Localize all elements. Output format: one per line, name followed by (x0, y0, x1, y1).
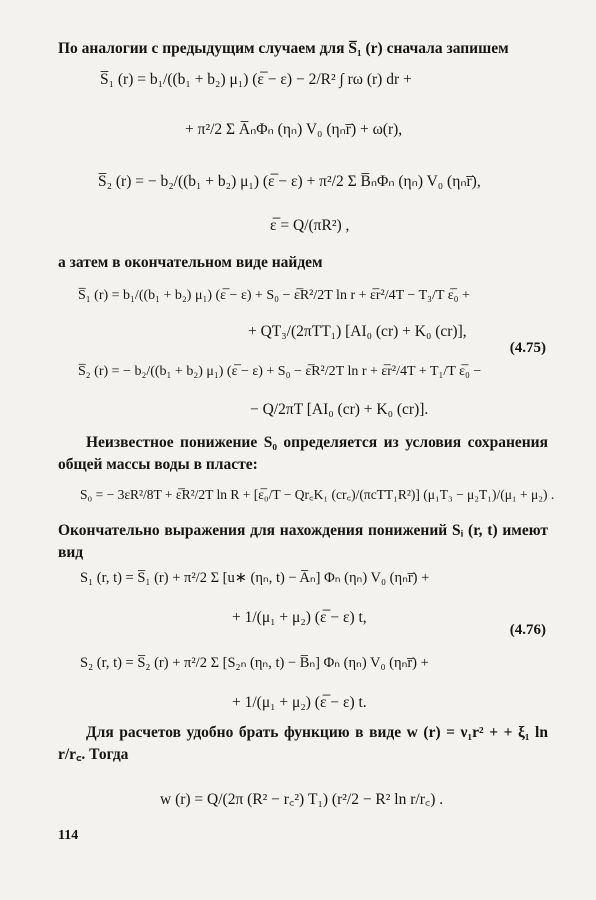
equation-s1-bar: S̅₁ (r) = b₁/((b₁ + b₂) μ₁) (ε̅ − ε) − 2/R² ∫ rω (r) dr + (100, 71, 412, 88)
equation-number-4-75: (4.75) (509, 340, 546, 356)
equation-s1-rt-cont: + 1/(μ₁ + μ₂) (ε̅ − ε) t, (232, 609, 367, 626)
paragraph-intro: По аналогии с предыдущим случаем для S̅₁ (r) сначала запишем (58, 40, 509, 57)
equation-s2-final-cont: − Q/2πT [AI₀ (cr) + K₀ (cr)]. (250, 401, 429, 418)
equation-s0: S₀ = − 3εR²/8T + ε̅R²/2T ln R + [ε̅₀/T − Qr꜀K₁ (cr꜀)/(πcTT₁R²)] (μ₁T₃ − μ₂T₁)/(μ₁ + μ₂) . (80, 487, 555, 502)
paragraph-calculation: Для расчетов удобно брать функцию в виде w (r) = ν₁r² + + ξ₁ ln r/r꜀. Тогда (58, 724, 548, 763)
page-number: 114 (58, 828, 79, 843)
equation-number-4-76: (4.76) (509, 622, 546, 638)
paragraph-s0: Неизвестное понижение S₀ определяется из условия сохранения общей массы воды в пласте: (58, 434, 548, 473)
equation-w: w (r) = Q/(2π (R² − r꜀²) T₁) (r²/2 − R² ln r/r꜀) . (160, 791, 444, 808)
equation-s2-final: S̅₂ (r) = − b₂/((b₁ + b₂) μ₁) (ε̅ − ε) + S₀ − ε̅R²/2T ln r + ε̅r²/4T + T₁/T ε̅₀ − (78, 364, 482, 379)
equation-s2-rt: S₂ (r, t) = S̅₂ (r) + π²/2 Σ [S₂ₙ (ηₙ, t) − B̅ₙ] Φₙ (ηₙ) V₀ (ηₙr̅) + (80, 655, 429, 671)
equation-eps-bar: ε̅ = Q/(πR²) , (270, 217, 350, 234)
equation-s1-rt: S₁ (r, t) = S̅₁ (r) + π²/2 Σ [u∗ (ηₙ, t) − A̅ₙ] Φₙ (ηₙ) V₀ (ηₙr̅) + (80, 570, 430, 586)
equation-s2-rt-cont: + 1/(μ₁ + μ₂) (ε̅ − ε) t. (232, 694, 367, 711)
equation-s1-final-cont: + QT₃/(2πTT₁) [AI₀ (cr) + K₀ (cr)], (248, 323, 467, 340)
paragraph-final-form: а затем в окончательном виде найдем (58, 254, 323, 271)
equation-s1-final: S̅₁ (r) = b₁/((b₁ + b₂) μ₁) (ε̅ − ε) + S₀ − ε̅R²/2T ln r + ε̅r²/4T − T₃/T ε̅₀ + (78, 288, 470, 303)
equation-s2-bar: S̅₂ (r) = − b₂/((b₁ + b₂) μ₁) (ε̅ − ε) + π²/2 Σ B̅ₙΦₙ (ηₙ) V₀ (ηₙr̅), (98, 173, 481, 190)
paragraph-final-expressions: Окончательно выражения для нахождения понижений Sᵢ (r, t) имеют вид (58, 522, 548, 561)
equation-s1-bar-cont: + π²/2 Σ A̅ₙΦₙ (ηₙ) V₀ (ηₙr̅) + ω(r), (185, 121, 403, 138)
